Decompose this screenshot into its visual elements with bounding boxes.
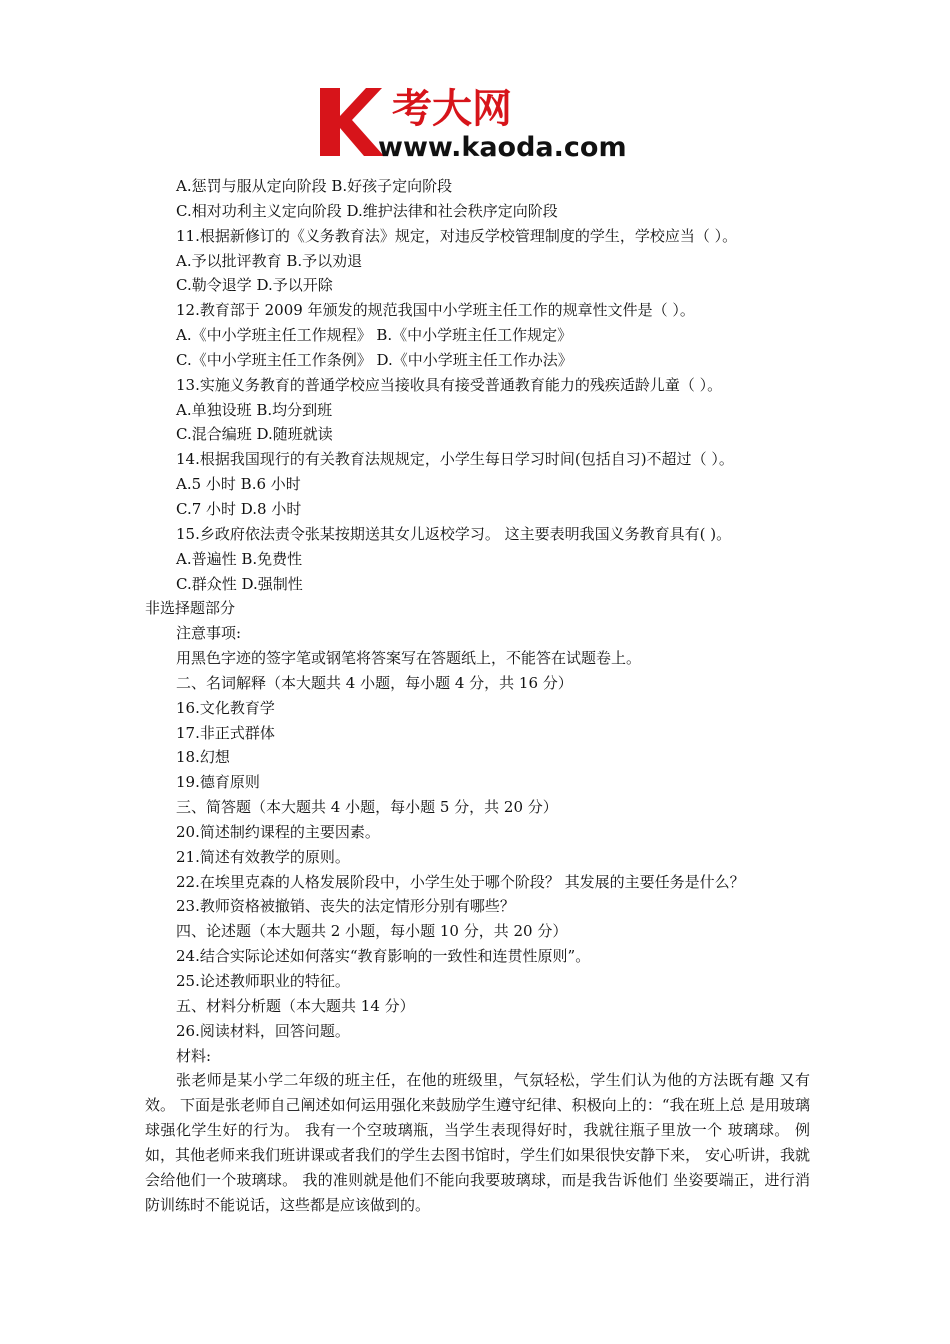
part-heading: 五、材料分析题（本大题共 14 分）	[176, 996, 415, 1015]
material-paragraph: 张老师是某小学二年级的班主任，在他的班级里，气氛轻松，学生们认为他的方法既有趣 又有效。 下面是张老师自己阐述如何运用强化来鼓励学生遵守纪律、积极向上的：“我在班上总 是用玻璃球强化学生好的行为。 我有一个空玻璃瓶，当学生表现得好时，我就往瓶子里放一个 玻璃球。 例如，其他老师来我们班讲课或者我们的学生去图书馆时，学生们如果很快安静下来， 安心听讲，我就会给他们一个玻璃球。 我的准则就是他们不能向我要玻璃球，而是我告诉他们 坐姿要端正，进行消防训练时不能说话，这些都是应该做到的。	[145, 1071, 810, 1214]
question-17: 17.非正式群体	[176, 723, 275, 742]
question-15: 15.乡政府依法责令张某按期送其女儿返校学习。 这主要表明我国义务教育具有( )。	[176, 524, 732, 543]
part-heading: 二、名词解释（本大题共 4 小题，每小题 4 分，共 16 分）	[176, 673, 573, 692]
option-line: A.5 小时 B.6 小时	[176, 475, 301, 494]
question-11: 11.根据新修订的《义务教育法》规定，对违反学校管理制度的学生，学校应当（ ）。	[176, 226, 738, 245]
question-19: 19.德育原则	[176, 773, 260, 792]
question-18: 18.幻想	[176, 748, 230, 767]
option-line: C.相对功利主义定向阶段 D.维护法律和社会秩序定向阶段	[176, 201, 558, 220]
document-body	[0, 174, 950, 1217]
logo-k-mark	[320, 88, 384, 156]
question-25: 25.论述教师职业的特征。	[176, 972, 350, 990]
logo-graphic	[318, 80, 648, 160]
option-line: A.《中小学班主任工作规程》 B.《中小学班主任工作规定》	[176, 326, 573, 345]
option-line: C.混合编班 D.随班就读	[176, 425, 333, 444]
question-23: 23.教师资格被撤销、丧失的法定情形分别有哪些？	[176, 897, 515, 916]
option-line: A.惩罚与服从定向阶段 B.好孩子定向阶段	[176, 177, 453, 195]
part-heading: 三、简答题（本大题共 4 小题，每小题 5 分，共 20 分）	[176, 798, 558, 817]
question-24: 24.结合实际论述如何落实“教育影响的一致性和连贯性原则”。	[176, 947, 591, 966]
question-22: 22.在埃里克森的人格发展阶段中，小学生处于哪个阶段？ 其发展的主要任务是什么？	[176, 872, 745, 891]
option-line: A.单独设班 B.均分到班	[176, 400, 333, 419]
question-14: 14.根据我国现行的有关教育法规规定，小学生每日学习时间(包括自习)不超过（ ）。	[176, 450, 734, 469]
option-line: C.群众性 D.强制性	[176, 574, 303, 593]
logo-brand-text: 考大网	[392, 86, 512, 132]
note-text: 用黑色字迹的签字笔或钢笔将答案写在答题纸上，不能答在试题卷上。	[176, 649, 642, 668]
section-title: 非选择题部分	[145, 599, 236, 618]
option-line: C.《中小学班主任工作条例》 D.《中小学班主任工作办法》	[176, 350, 573, 369]
question-13: 13.实施义务教育的普通学校应当接收具有接受普通教育能力的残疾适龄儿童（ ）。	[176, 375, 723, 394]
question-16: 16.文化教育学	[176, 698, 275, 717]
option-line: C.勒令退学 D.予以开除	[176, 276, 333, 295]
logo-url-text: www.kaoda.com	[378, 132, 627, 160]
question-21: 21.简述有效教学的原则。	[176, 847, 350, 866]
option-line: C.7 小时 D.8 小时	[176, 499, 302, 518]
option-line: A.普遍性 B.免费性	[176, 549, 303, 568]
kaoda-logo	[318, 80, 648, 160]
note-heading: 注意事项:	[176, 624, 242, 643]
option-line: A.予以批评教育 B.予以劝退	[176, 251, 363, 270]
part-heading: 四、论述题（本大题共 2 小题，每小题 10 分，共 20 分）	[176, 922, 568, 941]
question-26: 26.阅读材料，回答问题。	[176, 1021, 350, 1040]
question-12: 12.教育部于 2009 年颁发的规范我国中小学班主任工作的规章性文件是（ ）。	[176, 301, 695, 320]
question-20: 20.简述制约课程的主要因素。	[176, 822, 380, 841]
material-label: 材料:	[176, 1046, 212, 1065]
